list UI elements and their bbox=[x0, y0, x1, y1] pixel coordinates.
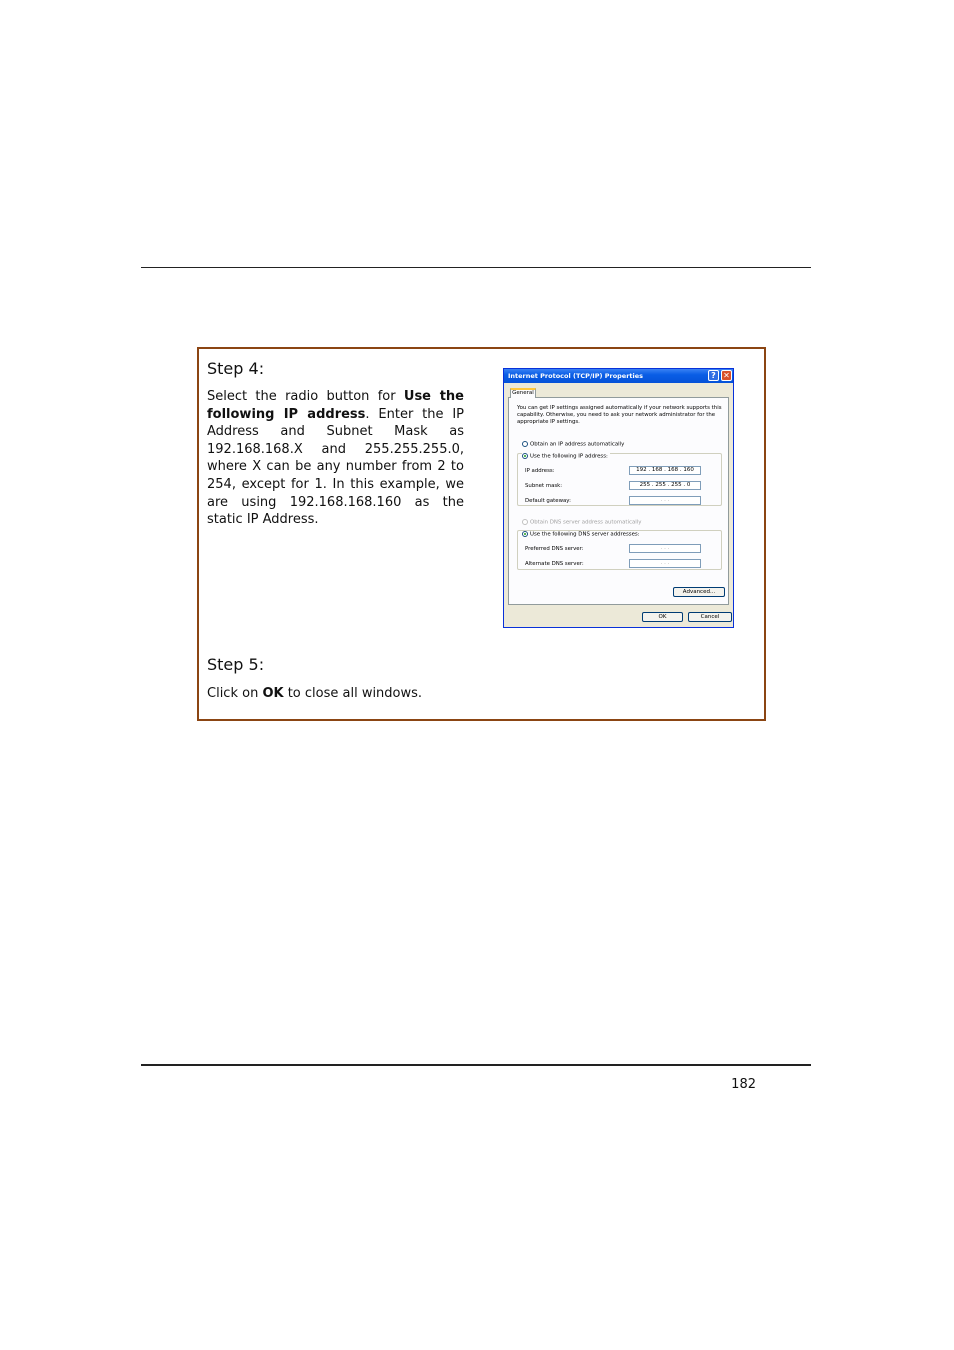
intro-text: You can get IP settings assigned automatically if your network supports this capability. Otherwise, you need to ask your network administrator for the appropriate IP settings. bbox=[517, 405, 722, 425]
step4-heading: Step 4: bbox=[207, 359, 265, 378]
preferred-dns-label: Preferred DNS server: bbox=[525, 546, 584, 552]
page-number: 182 bbox=[731, 1077, 756, 1092]
subnet-mask-input[interactable]: 255 . 255 . 255 . 0 bbox=[629, 481, 701, 490]
footer-rule bbox=[141, 1064, 811, 1066]
step4-text bbox=[207, 388, 464, 529]
step5-bold-text: OK bbox=[262, 686, 284, 701]
preferred-dns-input[interactable]: . . . bbox=[629, 544, 701, 553]
step4-text-part2: . Enter the IP Address and Subnet Mask as 192.168.168.X and 255.255.255.0, where X can be any number from 2 to 254, except for 1. In this example, we are using 192.168.168.160 as the static IP Address. bbox=[207, 406, 464, 528]
use-following-dns-label: Use the following DNS server addresses: bbox=[530, 531, 640, 538]
ip-address-input[interactable]: 192 . 168 . 168 . 160 bbox=[629, 466, 701, 475]
ok-button[interactable]: OK bbox=[642, 612, 683, 622]
use-following-ip-radio[interactable] bbox=[522, 453, 528, 459]
alternate-dns-label: Alternate DNS server: bbox=[525, 561, 584, 567]
obtain-ip-auto-radio[interactable] bbox=[522, 441, 528, 447]
obtain-dns-auto-option[interactable] bbox=[522, 519, 641, 526]
step4-text-part1: Select the radio button for bbox=[207, 389, 404, 404]
default-gateway-input[interactable]: . . . bbox=[629, 496, 701, 505]
dialog-title: Internet Protocol (TCP/IP) Properties bbox=[508, 372, 644, 380]
alternate-dns-input[interactable]: . . . bbox=[629, 559, 701, 568]
use-following-dns-option[interactable] bbox=[522, 531, 642, 538]
use-following-ip-label: Use the following IP address: bbox=[530, 453, 608, 460]
use-following-dns-radio[interactable] bbox=[522, 531, 528, 537]
use-following-ip-option[interactable] bbox=[522, 453, 610, 460]
step4-bold-text: Use the following IP address bbox=[207, 389, 464, 422]
step5-text-part1: Click on bbox=[207, 686, 263, 701]
tcpip-properties-dialog bbox=[503, 368, 734, 628]
advanced-button[interactable]: Advanced... bbox=[673, 587, 725, 597]
header-rule bbox=[141, 267, 811, 268]
subnet-mask-label: Subnet mask: bbox=[525, 483, 563, 489]
obtain-dns-auto-radio[interactable] bbox=[522, 519, 528, 525]
step5-heading: Step 5: bbox=[207, 655, 265, 674]
help-button[interactable]: ? bbox=[708, 370, 719, 381]
step5-text bbox=[207, 685, 607, 703]
obtain-ip-auto-label: Obtain an IP address automatically bbox=[530, 441, 625, 448]
tab-general[interactable]: General bbox=[510, 388, 536, 398]
general-tab-panel bbox=[508, 397, 729, 605]
cancel-button[interactable]: Cancel bbox=[688, 612, 732, 622]
instruction-box bbox=[197, 347, 766, 721]
close-button[interactable]: ✕ bbox=[721, 370, 732, 381]
obtain-dns-auto-label: Obtain DNS server address automatically bbox=[530, 519, 642, 526]
dialog-title-bar[interactable] bbox=[504, 369, 733, 383]
ip-address-label: IP address: bbox=[525, 468, 555, 474]
default-gateway-label: Default gateway: bbox=[525, 498, 571, 504]
step5-text-part2: to close all windows. bbox=[283, 686, 423, 701]
obtain-ip-auto-option[interactable] bbox=[522, 441, 624, 448]
